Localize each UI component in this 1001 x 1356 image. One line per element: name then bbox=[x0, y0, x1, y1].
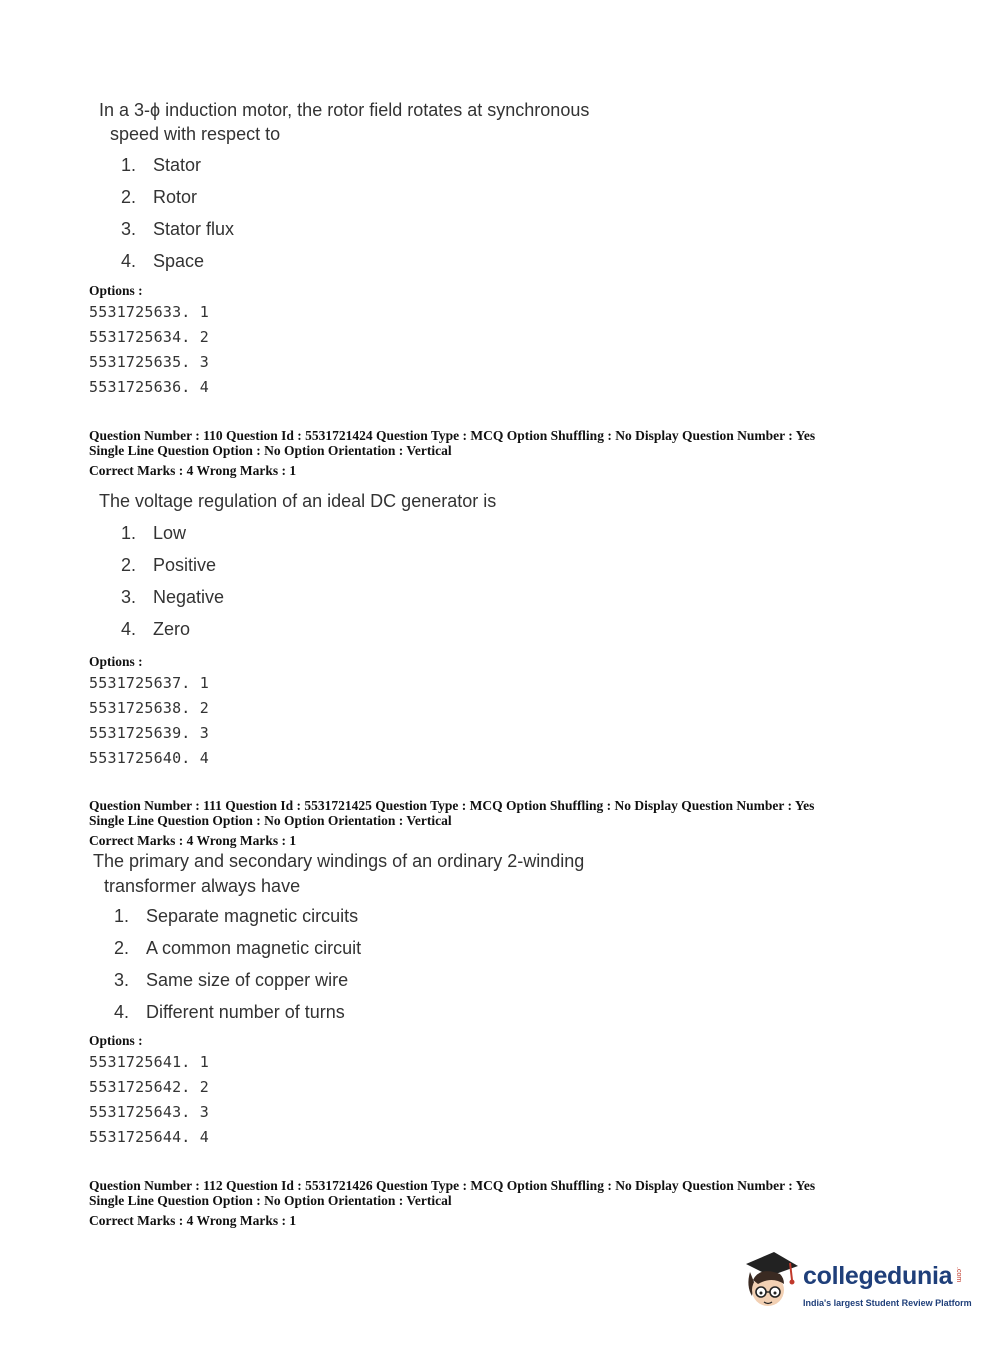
question-text: transformer always have bbox=[104, 876, 301, 896]
choice-label: Same size of copper wire bbox=[146, 970, 349, 990]
choice-item: 4. Different number of turns bbox=[114, 1002, 345, 1022]
options-label: Options : bbox=[89, 654, 143, 669]
logo-wordmark: collegedunia bbox=[803, 1262, 953, 1290]
choice-label: Space bbox=[153, 251, 205, 271]
choice-item: 1. Low bbox=[121, 523, 187, 543]
options-label: Options : bbox=[89, 1033, 143, 1048]
option-id: 5531725633. 1 bbox=[89, 303, 209, 321]
option-id: 5531725641. 1 bbox=[89, 1053, 209, 1071]
question-meta: Question Number : 111 Question Id : 5531721425 Question Type : MCQ Option Shuffling : No Display Question Number : Yes bbox=[89, 798, 815, 813]
choice-label: A common magnetic circuit bbox=[146, 938, 362, 958]
choice-label: Negative bbox=[153, 587, 225, 607]
choice-item: 2. Positive bbox=[121, 555, 217, 575]
logo-com: .com bbox=[955, 1267, 962, 1283]
option-id: 5531725643. 3 bbox=[89, 1103, 209, 1121]
choice-label: Stator flux bbox=[153, 219, 235, 239]
question-meta: Single Line Question Option : No Option Orientation : Vertical bbox=[89, 813, 452, 828]
choice-item: 2. Rotor bbox=[121, 187, 198, 207]
question-text: speed with respect to bbox=[110, 124, 281, 144]
choice-item: 2. A common magnetic circuit bbox=[114, 938, 362, 958]
option-id: 5531725634. 2 bbox=[89, 328, 209, 346]
option-id: 5531725636. 4 bbox=[89, 378, 209, 396]
choice-label: Different number of turns bbox=[146, 1002, 345, 1022]
choice-item: 4. Space bbox=[121, 251, 205, 271]
option-id: 5531725644. 4 bbox=[89, 1128, 209, 1146]
mascot-icon bbox=[740, 1250, 802, 1316]
options-label: Options : bbox=[89, 283, 143, 298]
choice-label: Rotor bbox=[153, 187, 198, 207]
collegedunia-logo[interactable] bbox=[740, 1250, 970, 1320]
option-id: 5531725637. 1 bbox=[89, 674, 209, 692]
choice-item: 3. Negative bbox=[121, 587, 225, 607]
logo-tagline: India's largest Student Review Platform bbox=[803, 1298, 972, 1308]
choice-item: 1. Separate magnetic circuits bbox=[114, 906, 359, 926]
option-id: 5531725642. 2 bbox=[89, 1078, 209, 1096]
choice-label: Separate magnetic circuits bbox=[146, 906, 359, 926]
choice-label: Stator bbox=[153, 155, 202, 175]
question-text: The voltage regulation of an ideal DC generator is bbox=[99, 491, 497, 511]
question-text: The primary and secondary windings of an ordinary 2-winding bbox=[93, 851, 585, 871]
question-meta: Question Number : 110 Question Id : 5531721424 Question Type : MCQ Option Shuffling : No Display Question Number : Yes bbox=[89, 428, 816, 443]
choice-label: Zero bbox=[153, 619, 191, 639]
question-meta: Single Line Question Option : No Option Orientation : Vertical bbox=[89, 443, 452, 458]
question-meta: Question Number : 112 Question Id : 5531721426 Question Type : MCQ Option Shuffling : No Display Question Number : Yes bbox=[89, 1178, 816, 1193]
question-marks: Correct Marks : 4 Wrong Marks : 1 bbox=[89, 1213, 297, 1228]
choice-item: 3. Stator flux bbox=[121, 219, 235, 239]
option-id: 5531725638. 2 bbox=[89, 699, 209, 717]
question-marks: Correct Marks : 4 Wrong Marks : 1 bbox=[89, 463, 297, 478]
choice-label: Low bbox=[153, 523, 187, 543]
option-id: 5531725639. 3 bbox=[89, 724, 209, 742]
choice-item: 1. Stator bbox=[121, 155, 202, 175]
choice-item: 4. Zero bbox=[121, 619, 191, 639]
question-text: In a 3-ϕ induction motor, the rotor field rotates at synchronous bbox=[99, 100, 590, 120]
option-id: 5531725640. 4 bbox=[89, 749, 209, 767]
option-id: 5531725635. 3 bbox=[89, 353, 209, 371]
question-marks: Correct Marks : 4 Wrong Marks : 1 bbox=[89, 833, 297, 848]
choice-label: Positive bbox=[153, 555, 217, 575]
question-meta: Single Line Question Option : No Option Orientation : Vertical bbox=[89, 1193, 452, 1208]
choice-item: 3. Same size of copper wire bbox=[114, 970, 349, 990]
